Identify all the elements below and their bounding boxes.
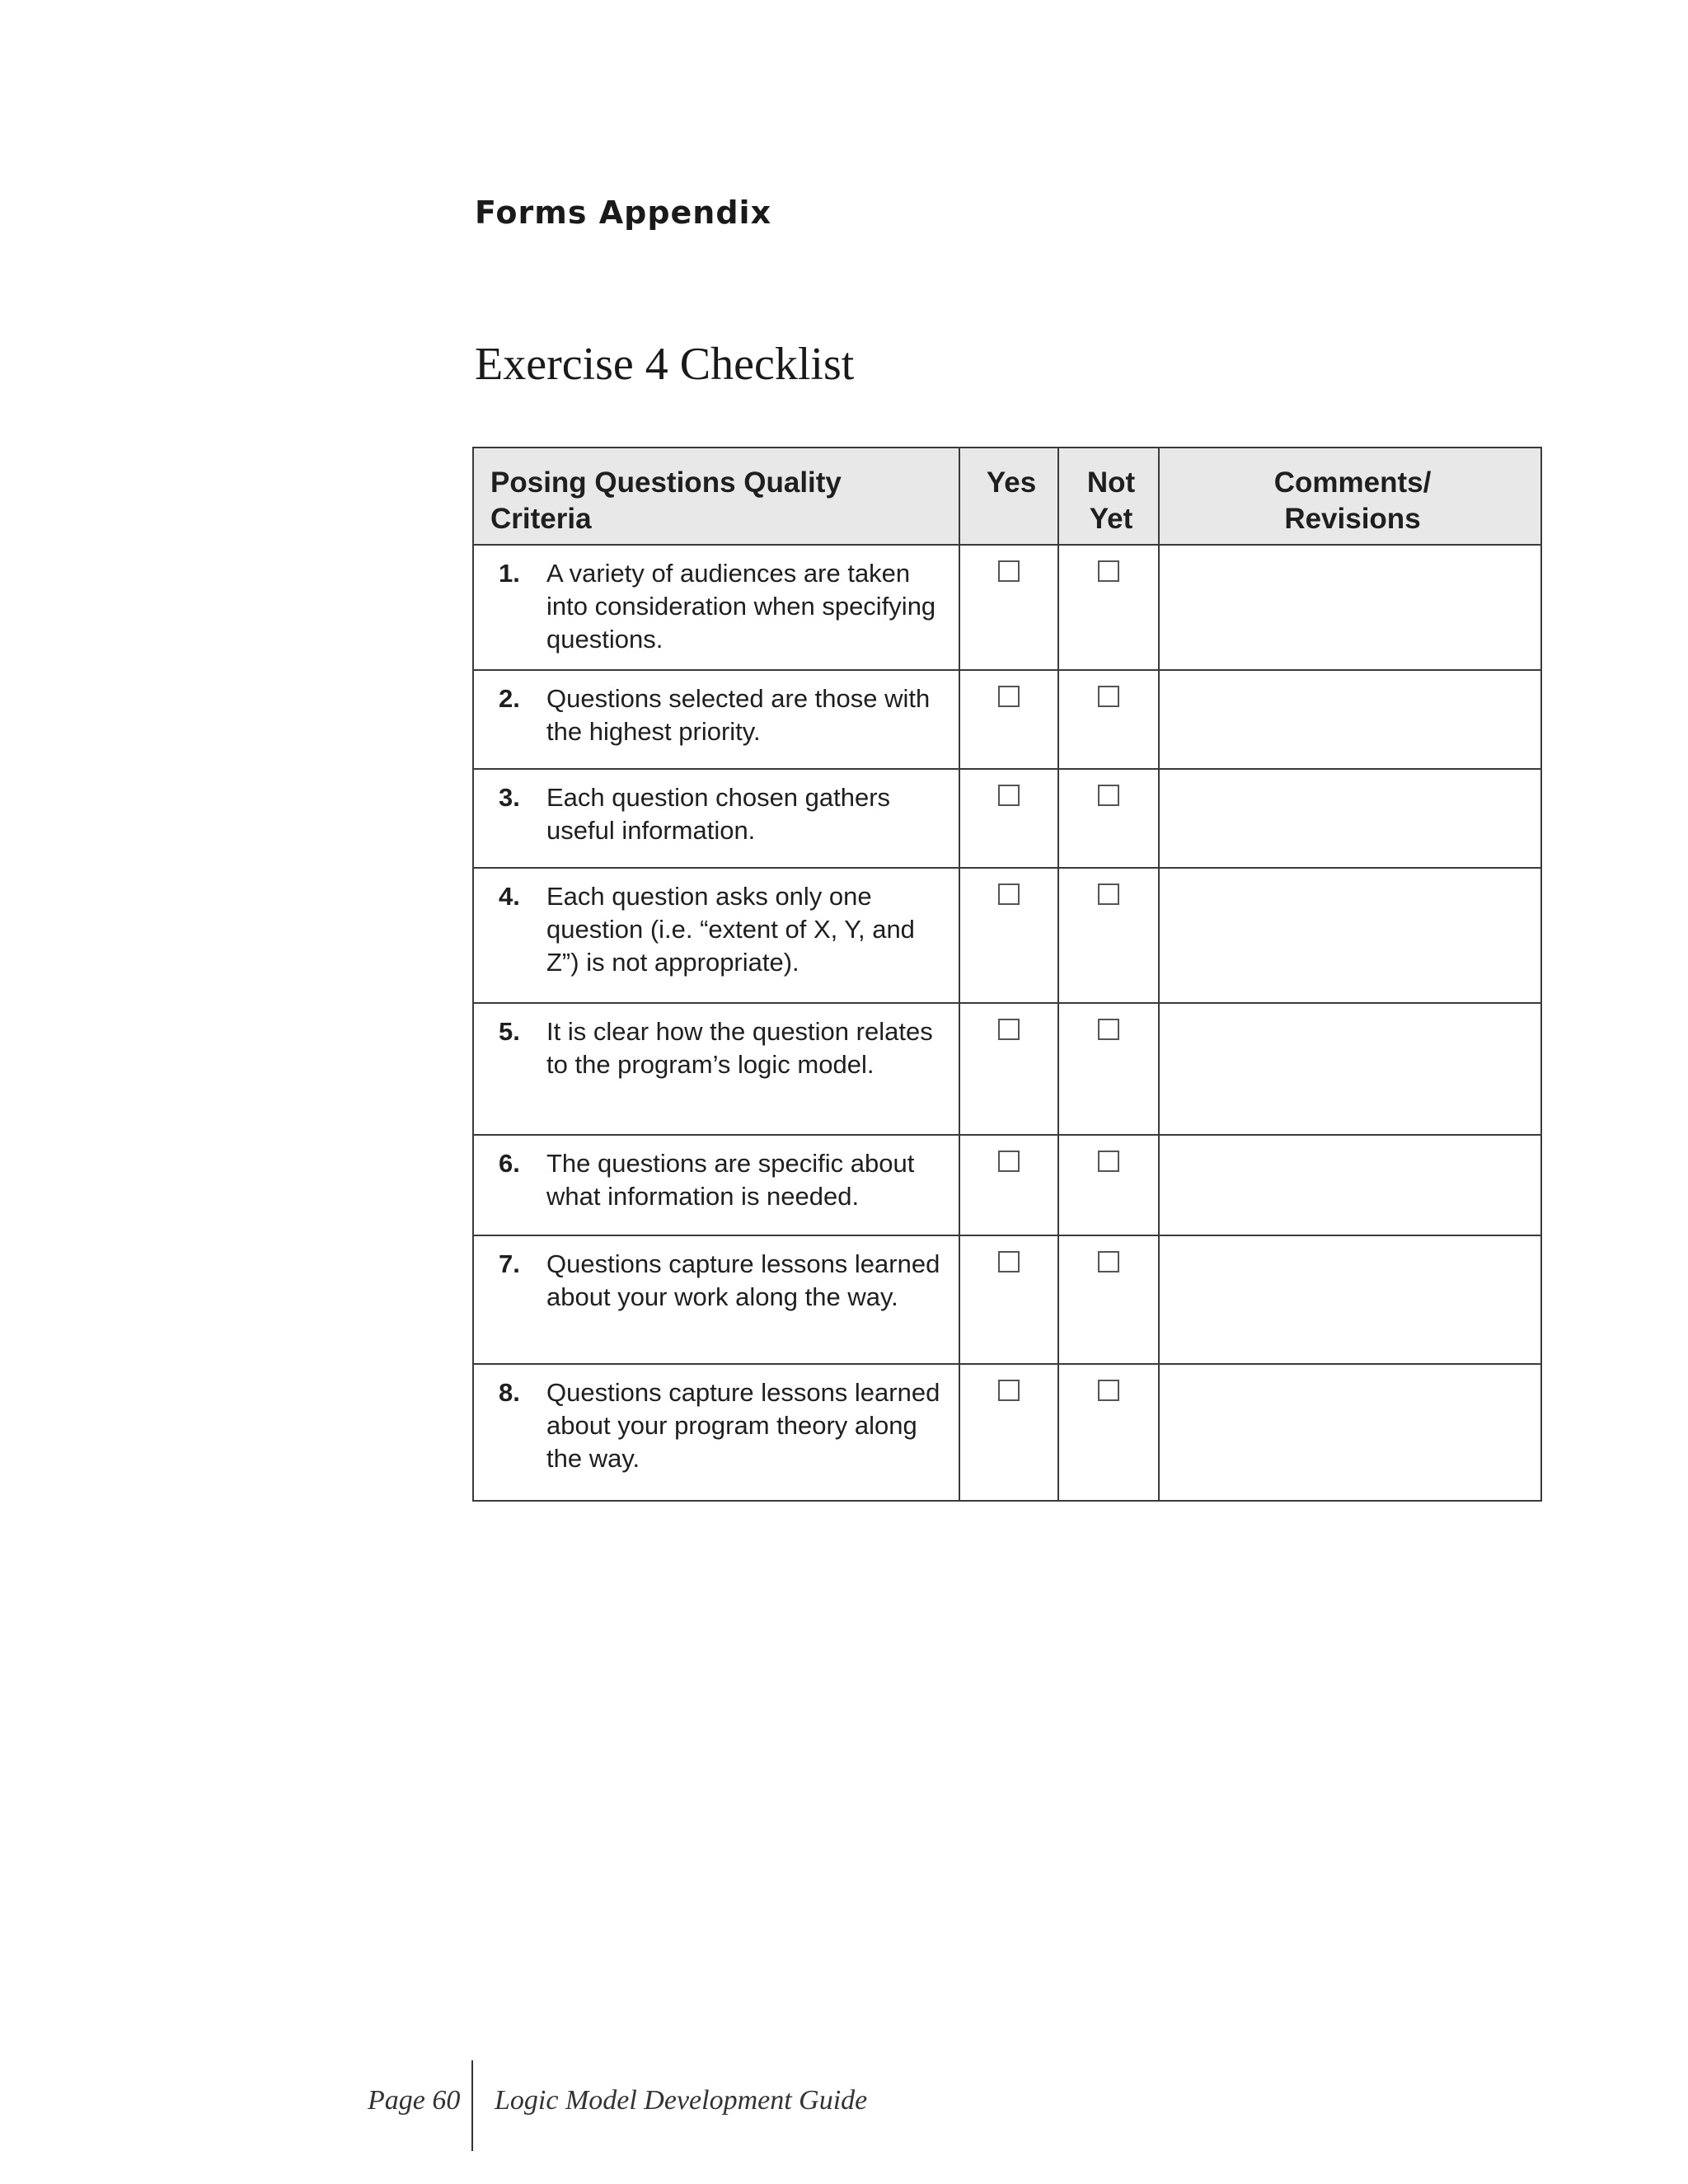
comments-cell[interactable] — [1159, 1135, 1541, 1235]
not-yet-checkbox[interactable] — [1098, 785, 1119, 806]
table-row — [473, 545, 1541, 670]
page-title: Exercise 4 Checklist — [475, 339, 855, 390]
table-row — [473, 1235, 1541, 1364]
not-yet-cell — [1058, 1364, 1159, 1501]
yes-checkbox[interactable] — [998, 1251, 1020, 1272]
yes-cell — [959, 670, 1058, 769]
yes-checkbox[interactable] — [998, 1151, 1020, 1172]
yes-checkbox[interactable] — [998, 785, 1020, 806]
not-yet-checkbox[interactable] — [1098, 1380, 1119, 1401]
yes-cell — [959, 1364, 1058, 1501]
criteria-column-header: Posing Questions Quality Criteria — [473, 448, 959, 545]
row-number: 6. — [499, 1149, 520, 1178]
yes-checkbox[interactable] — [998, 560, 1020, 582]
criteria-text: Questions capture lessons learned about your program theory along the way. — [546, 1378, 940, 1473]
row-number: 1. — [499, 559, 520, 588]
yes-cell — [959, 1003, 1058, 1135]
not-yet-cell — [1058, 1003, 1159, 1135]
checklist-table — [472, 447, 1542, 1502]
yes-cell — [959, 1135, 1058, 1235]
not-yet-checkbox[interactable] — [1098, 1251, 1119, 1272]
not-yet-cell — [1058, 868, 1159, 1003]
comments-cell[interactable] — [1159, 1003, 1541, 1135]
table-row — [473, 1003, 1541, 1135]
criteria-text: Questions selected are those with the highest priority. — [546, 684, 931, 746]
table-row — [473, 868, 1541, 1003]
table-header-row — [473, 448, 1541, 545]
comments-cell[interactable] — [1159, 868, 1541, 1003]
criteria-text: The questions are specific about what information is needed. — [546, 1149, 915, 1211]
row-number: 7. — [499, 1249, 520, 1278]
criteria-cell — [473, 545, 959, 670]
not-yet-cell — [1058, 670, 1159, 769]
criteria-cell — [473, 1235, 959, 1364]
not-yet-checkbox[interactable] — [1098, 1019, 1119, 1040]
comments-cell[interactable] — [1159, 670, 1541, 769]
yes-cell — [959, 769, 1058, 868]
section-label: Forms Appendix — [475, 194, 772, 231]
criteria-text: A variety of audiences are taken into consideration when specifying questions. — [546, 559, 936, 654]
comments-cell[interactable] — [1159, 545, 1541, 670]
yes-checkbox[interactable] — [998, 1380, 1020, 1401]
not-yet-cell — [1058, 1135, 1159, 1235]
yes-column-header: Yes — [959, 448, 1058, 545]
yes-checkbox[interactable] — [998, 883, 1020, 905]
not-yet-checkbox[interactable] — [1098, 883, 1119, 905]
criteria-text: Each question asks only one question (i.e. “extent of X, Y, and Z”) is not appropriate). — [546, 882, 915, 977]
criteria-cell — [473, 1003, 959, 1135]
comments-header-line2: Revisions — [1284, 503, 1421, 535]
page-number: Page 60 — [368, 2085, 461, 2116]
yes-cell — [959, 545, 1058, 670]
criteria-cell — [473, 1135, 959, 1235]
yes-checkbox[interactable] — [998, 1019, 1020, 1040]
not-yet-header-line2: Yet — [1089, 503, 1133, 535]
not-yet-checkbox[interactable] — [1098, 560, 1119, 582]
criteria-cell — [473, 868, 959, 1003]
row-number: 2. — [499, 684, 520, 713]
criteria-cell — [473, 1364, 959, 1501]
criteria-cell — [473, 670, 959, 769]
table-row — [473, 1364, 1541, 1501]
comments-cell[interactable] — [1159, 1235, 1541, 1364]
comments-cell[interactable] — [1159, 1364, 1541, 1501]
comments-header-line1: Comments/ — [1273, 466, 1432, 499]
not-yet-cell — [1058, 545, 1159, 670]
comments-cell[interactable] — [1159, 769, 1541, 868]
not-yet-cell — [1058, 769, 1159, 868]
footer-divider — [471, 2060, 473, 2151]
not-yet-checkbox[interactable] — [1098, 686, 1119, 707]
row-number: 3. — [499, 783, 520, 812]
table-row — [473, 769, 1541, 868]
criteria-text: It is clear how the question relates to the program’s logic model. — [546, 1017, 933, 1079]
not-yet-cell — [1058, 1235, 1159, 1364]
criteria-text: Questions capture lessons learned about your work along the way. — [546, 1249, 940, 1311]
yes-cell — [959, 1235, 1058, 1364]
footer-guide-title: Logic Model Development Guide — [495, 2085, 868, 2116]
yes-checkbox[interactable] — [998, 686, 1020, 707]
row-number: 4. — [499, 882, 520, 911]
row-number: 8. — [499, 1378, 520, 1407]
not-yet-column-header — [1058, 448, 1159, 545]
not-yet-header-line1: Not — [1086, 466, 1136, 499]
comments-column-header — [1159, 448, 1541, 545]
yes-cell — [959, 868, 1058, 1003]
table-row — [473, 1135, 1541, 1235]
row-number: 5. — [499, 1017, 520, 1046]
not-yet-checkbox[interactable] — [1098, 1151, 1119, 1172]
criteria-cell — [473, 769, 959, 868]
table-row — [473, 670, 1541, 769]
criteria-text: Each question chosen gathers useful information. — [546, 783, 891, 845]
